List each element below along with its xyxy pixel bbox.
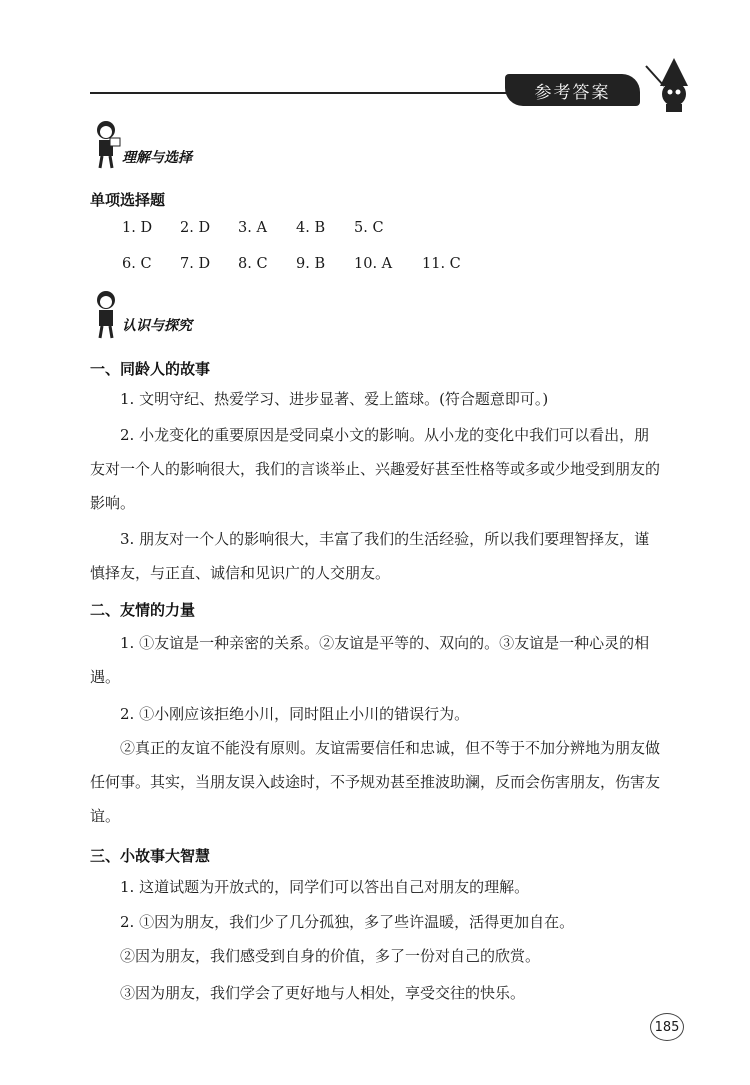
answer-item: 4. B <box>296 220 326 236</box>
header-rule <box>90 92 510 94</box>
part3-answer-3: ②因为朋友，我们感受到自身的价值，多了一份对自己的欣赏。 <box>120 947 541 965</box>
answer-item: 7. D <box>180 256 211 272</box>
part3-heading: 三、小故事大智慧 <box>90 847 211 865</box>
mc-answers-row-2 <box>122 256 480 272</box>
section-title-learn-explore: 认识与探究 <box>122 318 192 334</box>
part1-answer-2: 2. 小龙变化的重要原因是受同桌小文的影响。从小龙的变化中我们可以看出，朋友对一个人的影响很大，我们的言谈举止、兴趣爱好甚至性格等或多或少地受到朋友的影响。 <box>90 426 661 512</box>
part2-answer-1: 1. ①友谊是一种亲密的关系。②友谊是平等的、双向的。③友谊是一种心灵的相遇。 <box>90 634 650 686</box>
part1-answer-1: 1. 文明守纪、热爱学习、进步显著、爱上篮球。(符合题意即可。) <box>120 390 549 408</box>
answer-item: 6. C <box>122 256 152 272</box>
answer-item: 2. D <box>180 220 211 236</box>
page-number: 185 <box>650 1013 684 1041</box>
answer-key-tab: 参考答案 <box>505 74 640 106</box>
section-title-understand-choose: 理解与选择 <box>122 150 192 166</box>
answer-item: 10. A <box>354 256 393 272</box>
student-thinking-icon <box>90 290 122 340</box>
part2-answer-3: ②真正的友谊不能没有原则。友谊需要信任和忠诚，但不等于不加分辨地为朋友做任何事。其实，当朋友误入歧途时，不予规劝甚至推波助澜，反而会伤害朋友，伤害友谊。 <box>90 739 661 825</box>
answer-item: 11. C <box>422 256 461 272</box>
answer-item: 9. B <box>296 256 326 272</box>
part3-answer-2: 2. ①因为朋友，我们少了几分孤独，多了些许温暖，活得更加自在。 <box>120 913 575 931</box>
part1-answer-3: 3. 朋友对一个人的影响很大，丰富了我们的生活经验，所以我们要理智择友，谨慎择友，与正直、诚信和见识广的人交朋友。 <box>90 530 650 582</box>
student-reading-icon <box>90 120 122 170</box>
part3-answer-1: 1. 这道试题为开放式的，同学们可以答出自己对朋友的理解。 <box>120 878 530 896</box>
part2-heading: 二、友情的力量 <box>90 601 196 619</box>
answer-item: 5. C <box>354 220 384 236</box>
answer-item: 1. D <box>122 220 153 236</box>
mc-answers-row-1 <box>122 220 412 236</box>
pencil-mascot-icon <box>644 56 704 116</box>
answer-item: 3. A <box>238 220 267 236</box>
mc-heading: 单项选择题 <box>90 191 166 209</box>
answer-item: 8. C <box>238 256 268 272</box>
part1-heading: 一、同龄人的故事 <box>90 360 211 378</box>
part3-answer-4: ③因为朋友，我们学会了更好地与人相处，享受交往的快乐。 <box>120 984 526 1002</box>
part2-answer-2: 2. ①小刚应该拒绝小川，同时阻止小川的错误行为。 <box>120 705 470 723</box>
